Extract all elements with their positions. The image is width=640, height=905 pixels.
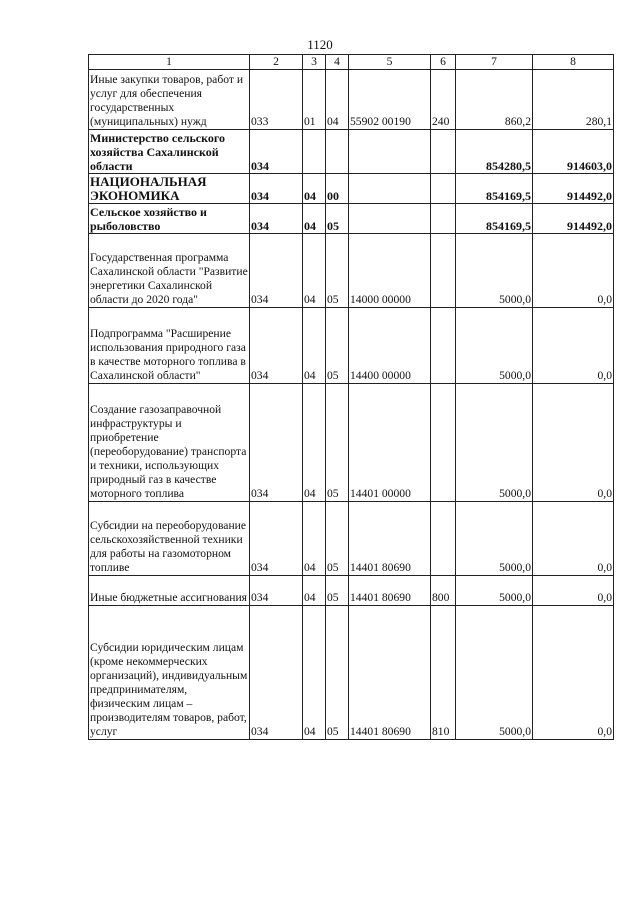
table-row xyxy=(89,174,614,204)
expense-type xyxy=(431,130,456,174)
table-row xyxy=(89,606,614,740)
table-row xyxy=(89,576,614,606)
expense-type xyxy=(431,174,456,204)
amount-col8: 0,0 xyxy=(533,384,614,502)
subsection-code: 05 xyxy=(326,384,349,502)
column-header: 8 xyxy=(533,55,614,70)
admin-code: 034 xyxy=(250,576,303,606)
amount-col7: 5000,0 xyxy=(456,606,533,740)
amount-col7: 860,2 xyxy=(456,70,533,130)
row-name: Субсидии юридическим лицам (кроме некоммерческих организаций), индивидуальным предпринимателям, физическим лицам – производителям товаров, работ, услуг xyxy=(89,606,250,740)
amount-col7: 5000,0 xyxy=(456,308,533,384)
budget-table xyxy=(88,54,614,740)
admin-code: 034 xyxy=(250,606,303,740)
table-row xyxy=(89,234,614,308)
column-header: 6 xyxy=(431,55,456,70)
expense-type xyxy=(431,234,456,308)
row-name: Государственная программа Сахалинской области "Развитие энергетики Сахалинской области до 2020 года" xyxy=(89,234,250,308)
amount-col8: 914492,0 xyxy=(533,204,614,234)
subsection-code: 05 xyxy=(326,234,349,308)
amount-col7: 5000,0 xyxy=(456,234,533,308)
admin-code: 033 xyxy=(250,70,303,130)
row-name: Субсидии на переоборудование сельскохозяйственной техники для работы на газомоторном топливе xyxy=(89,502,250,576)
row-name: Создание газозаправочной инфраструктуры и приобретение (переоборудование) транспорта и техники, использующих природный газ в качестве моторного топлива xyxy=(89,384,250,502)
table-row xyxy=(89,502,614,576)
amount-col7: 5000,0 xyxy=(456,502,533,576)
section-code: 04 xyxy=(303,174,326,204)
row-name: Иные закупки товаров, работ и услуг для обеспечения государственных (муниципальных) нужд xyxy=(89,70,250,130)
row-name: НАЦИОНАЛЬНАЯ ЭКОНОМИКА xyxy=(89,174,250,204)
amount-col8: 280,1 xyxy=(533,70,614,130)
section-code: 04 xyxy=(303,308,326,384)
expense-type: 810 xyxy=(431,606,456,740)
table-row xyxy=(89,384,614,502)
subsection-code: 00 xyxy=(326,174,349,204)
column-header: 4 xyxy=(326,55,349,70)
expense-type xyxy=(431,308,456,384)
expense-type xyxy=(431,204,456,234)
admin-code: 034 xyxy=(250,502,303,576)
section-code: 04 xyxy=(303,502,326,576)
target-article: 14400 00000 xyxy=(349,308,431,384)
amount-col8: 0,0 xyxy=(533,606,614,740)
section-code: 04 xyxy=(303,576,326,606)
amount-col8: 0,0 xyxy=(533,502,614,576)
table-row xyxy=(89,130,614,174)
amount-col8: 914492,0 xyxy=(533,174,614,204)
page-number: 1120 xyxy=(307,37,333,52)
column-header: 1 xyxy=(89,55,250,70)
row-name: Подпрограмма "Расширение использования природного газа в качестве моторного топлива в Сахалинской области" xyxy=(89,308,250,384)
target-article xyxy=(349,174,431,204)
section-code: 01 xyxy=(303,70,326,130)
subsection-code: 04 xyxy=(326,70,349,130)
table-row xyxy=(89,204,614,234)
section-code: 04 xyxy=(303,234,326,308)
amount-col7: 5000,0 xyxy=(456,576,533,606)
target-article: 14401 80690 xyxy=(349,502,431,576)
amount-col7: 854169,5 xyxy=(456,204,533,234)
admin-code: 034 xyxy=(250,130,303,174)
expense-type: 240 xyxy=(431,70,456,130)
amount-col8: 0,0 xyxy=(533,308,614,384)
section-code: 04 xyxy=(303,384,326,502)
table-header-row xyxy=(89,55,614,70)
subsection-code xyxy=(326,130,349,174)
column-header: 7 xyxy=(456,55,533,70)
admin-code: 034 xyxy=(250,308,303,384)
target-article: 14401 00000 xyxy=(349,384,431,502)
row-name: Сельское хозяйство и рыболовство xyxy=(89,204,250,234)
amount-col7: 854169,5 xyxy=(456,174,533,204)
column-header: 2 xyxy=(250,55,303,70)
admin-code: 034 xyxy=(250,384,303,502)
row-name: Министерство сельского хозяйства Сахалинской области xyxy=(89,130,250,174)
admin-code: 034 xyxy=(250,234,303,308)
admin-code: 034 xyxy=(250,174,303,204)
subsection-code: 05 xyxy=(326,204,349,234)
admin-code: 034 xyxy=(250,204,303,234)
column-header: 3 xyxy=(303,55,326,70)
target-article xyxy=(349,130,431,174)
amount-col8: 914603,0 xyxy=(533,130,614,174)
table-row xyxy=(89,308,614,384)
target-article: 14401 80690 xyxy=(349,576,431,606)
subsection-code: 05 xyxy=(326,576,349,606)
column-header: 5 xyxy=(349,55,431,70)
expense-type xyxy=(431,502,456,576)
subsection-code: 05 xyxy=(326,606,349,740)
subsection-code: 05 xyxy=(326,308,349,384)
subsection-code: 05 xyxy=(326,502,349,576)
expense-type xyxy=(431,384,456,502)
section-code: 04 xyxy=(303,606,326,740)
target-article: 55902 00190 xyxy=(349,70,431,130)
amount-col7: 5000,0 xyxy=(456,384,533,502)
target-article: 14000 00000 xyxy=(349,234,431,308)
table-row xyxy=(89,70,614,130)
amount-col8: 0,0 xyxy=(533,576,614,606)
target-article xyxy=(349,204,431,234)
section-code xyxy=(303,130,326,174)
target-article: 14401 80690 xyxy=(349,606,431,740)
amount-col7: 854280,5 xyxy=(456,130,533,174)
amount-col8: 0,0 xyxy=(533,234,614,308)
row-name: Иные бюджетные ассигнования xyxy=(89,576,250,606)
section-code: 04 xyxy=(303,204,326,234)
expense-type: 800 xyxy=(431,576,456,606)
